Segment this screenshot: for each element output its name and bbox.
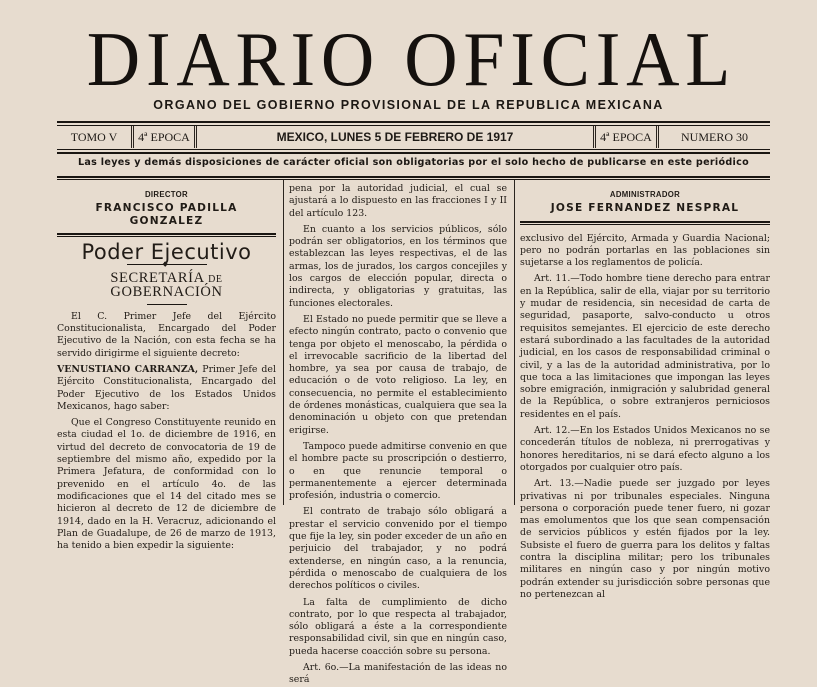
column-divider-2 [514, 180, 515, 505]
ministry-heading-part2: GOBERNACIÓN [110, 284, 223, 301]
paragraph: Art. 13.—Nadie puede ser juzgado por leyes privativas ni por tribunales especiales. Ninguna persona o corporación puede tener fuero, ni gozar mas emolumentos que los que sean compensación de servicios públicos y estén fijados por la ley. Subsiste el fuero de guerra para los delitos y faltas contra la disciplina militar; pero los tribunales militares en ningún caso y por ningún motivo podrán extender su jurisdicción sobre personas que no pertenezcan al [520, 478, 770, 600]
ministry-heading [57, 272, 276, 299]
tomo-label: TOMO V [57, 126, 134, 148]
administrator-role: ADMINISTRADOR [609, 190, 681, 199]
epoca-left: 4ª EPOCA [134, 126, 197, 148]
paragraph: Art. 11.—Todo hombre tiene derecho para entrar en la República, salir de ella, viajar por su territorio y mudar de residencia, sin necesidad de carta de seguridad, pasaporte, salvo-conducto u otros requisitos semejantes. El ejercicio de este derecho estará subordinado a las facultades de la autoridad judicial, en los casos de responsabilidad criminal o civil, y a las de la autoridad administrativa, por lo que toca a las limitaciones que impongan las leyes sobre emigración, inmigración y salubridad general de la República, o sobre extranjeros perniciosos residentes en el país. [520, 273, 770, 420]
paragraph: pena por la autoridad judicial, el cual se ajustará a lo dispuesto en las fracciones I y II del artículo 123. [289, 183, 507, 219]
ministry-heading-part1: SECRETARÍA [110, 270, 204, 287]
paragraph: Tampoco puede admitirse convenio en que el hombre pacte su proscripción o destierro, o en que renuncie temporal o permanentemente a ejercer determinada profesión, industria o comercio. [289, 440, 507, 502]
decree-text: Primer Jefe del Ejército Constitucionalista, Encargado del Poder Ejecutivo de los Estados Unidos Mexicanos, hago saber: [57, 363, 276, 412]
right-column [520, 180, 770, 601]
ministry-heading-de: DE [208, 274, 223, 286]
dateline-rule-bottom [57, 152, 770, 154]
masthead-rule-top [57, 121, 770, 123]
paragraph: La falta de cumplimiento de dicho contrato, por lo que respecta al trabajador, sólo obligará a éste a la correspondiente responsabilidad civil, sin que en ningún caso, pueda hacerse coacción sobre su persona. [289, 596, 507, 657]
paragraph: Art. 6o.—La manifestación de las ideas no será [289, 661, 507, 686]
paragraph: El Estado no puede permitir que se lleve a efecto ningún contrato, pacto o convenio que tenga por objeto el menoscabo, la pérdida o el irrevocable sacrificio de la libertad del hombre, ya sea por causa de trabajo, de educación o de voto religioso. La ley, en consecuencia, no permite el establecimiento de órdenes monásticas, cualquiera que sea la denominación u objeto con que pretendan erigirse. [289, 313, 507, 436]
administrator-rule [520, 221, 770, 225]
director-rule [57, 233, 276, 237]
paragraph: Art. 12.—En los Estados Unidos Mexicanos no se concederán títulos de nobleza, ni prerrogativas y honores hereditarios, ni se dará efecto alguno a los otorgados por cualquier otro país. [520, 425, 770, 473]
paragraph: El C. Primer Jefe del Ejército Constitucionalista, Encargado del Poder Ejecutivo de la Nación, con esta fecha se ha servido dirigirme el siguiente decreto: [57, 310, 276, 359]
administrator-name: JOSE FERNANDEZ NESPRAL [550, 202, 740, 215]
dateline-rule-bottom-thin [57, 149, 770, 150]
paragraph: El contrato de trabajo sólo obligará a prestar el servicio convenido por el tiempo que fije la ley, sin poder exceder de un año en perjuicio del trabajador, y no podrá extenderse, en ningún caso, a la renuncia, pérdida o menoscabo de cualquiera de los derechos políticos o civiles. [289, 506, 507, 592]
legal-notice: Las leyes y demás disposiciones de carácter oficial son obligatorias por el solo hecho de publicarse en este periódico [77, 157, 750, 168]
director-name: FRANCISCO PADILLA GONZALEZ [95, 202, 238, 227]
newspaper-title: DIARIO OFICIAL [86, 16, 737, 102]
dateline-bar [57, 126, 770, 148]
ornament-divider [127, 264, 207, 265]
left-column [57, 180, 276, 552]
epoca-right: 4ª EPOCA [596, 126, 659, 148]
paragraph: En cuanto a los servicios públicos, sólo podrán ser obligatorios, en los términos que establezcan las leyes respectivas, el de las armas, los de jurados, los cargos concejiles y los cargos de elección popular, directa o indirecta, y obligatorias y gratuitas, las funciones electorales. [289, 223, 507, 309]
paragraph: exclusivo del Ejército, Armada y Guardia Nacional; pero no podrán portarlas en las poblaciones sin sujetarse a los reglamentos de policía. [520, 232, 770, 269]
notice-rule-top [57, 176, 770, 178]
decree-paragraph [57, 364, 276, 413]
decree-author: VENUSTIANO CARRANZA, [57, 363, 199, 375]
date-line: MEXICO, LUNES 5 DE FEBRERO DE 1917 [197, 126, 596, 148]
director-role: DIRECTOR [145, 190, 188, 199]
newspaper-subtitle: ORGANO DEL GOBIERNO PROVISIONAL DE LA REPUBLICA MEXICANA [153, 98, 664, 112]
short-divider [147, 304, 187, 305]
paragraph: Que el Congreso Constituyente reunido en esta ciudad el 1o. de diciembre de 1916, en virtud del decreto de convocatoria de 19 de septiembre del mismo año, expedido por la Primera Jefatura, de conformidad con lo prevenido en el artículo 4o. de las modificaciones que el 14 del citado mes se hicieron al decreto de 12 de diciembre de 1914, dado en la H. Veracruz, adicionando el Plan de Guadalupe, de 26 de marzo de 1913, ha tenido a bien expedir la siguiente: [57, 417, 276, 552]
column-divider-1 [283, 180, 284, 505]
section-heading: Poder Ejecutivo [81, 239, 252, 264]
issue-number: NUMERO 30 [680, 129, 748, 144]
middle-column [289, 183, 507, 687]
